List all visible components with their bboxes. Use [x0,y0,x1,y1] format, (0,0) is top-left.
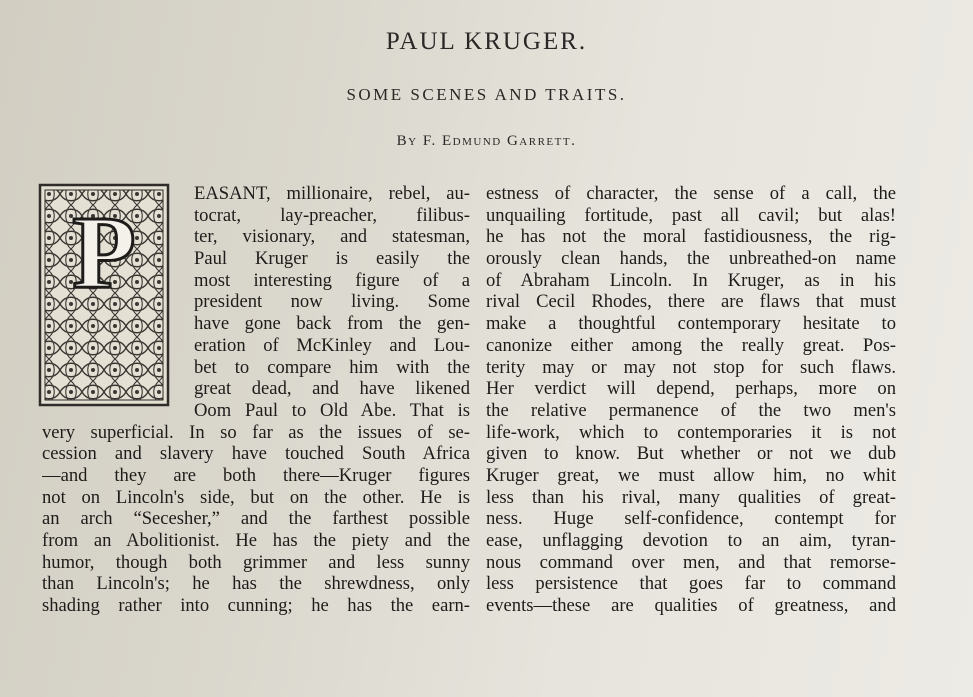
text-line: Paul Kruger is easily the [194,248,470,270]
text-line: than Lincoln's; he has the shrewdness, only [42,573,470,595]
text-line: nous command over men, and that remorse- [486,551,896,573]
text-line: orously clean hands, the unbreathed-on name [486,248,896,270]
article-title: PAUL KRUGER. [385,28,588,55]
text-line: of Abraham Lincoln. In Kruger, as in his [486,269,896,291]
text-line: life-work, which to contemporaries it is not [486,421,896,443]
text-line: president now living. Some [194,291,470,313]
text-line: he has not the moral fastidiousness, the rig- [486,226,896,248]
text-line: —and they are both there—Kruger figures [42,464,470,486]
text-line: very superficial. In so far as the issues of se- [42,421,470,443]
text-line: an arch “Secesher,” and the farthest possible [42,508,470,530]
text-line: given to know. But whether or not we dub [486,443,896,465]
text-line: ter, visionary, and statesman, [194,226,470,248]
text-line: ness. Huge self-confidence, contempt for [486,508,896,530]
text-line: Kruger great, we must allow him, no whit [486,464,896,486]
text-line: Oom Paul to Old Abe. That is [194,399,470,421]
text-line: rival Cecil Rhodes, there are flaws that must [486,291,896,313]
text-line: humor, though both grimmer and less sunny [42,551,470,573]
text-line: less persistence that goes far to command [486,573,896,595]
text-line: events—these are qualities of greatness, and [486,595,896,617]
left-column [42,183,470,617]
text-line: canonize either among the really great. Pos- [486,334,896,356]
text-line: not on Lincoln's side, but on the other. He is [42,486,470,508]
text-line: terity may or may not stop for such flaws. [486,356,896,378]
text-line: most interesting figure of a [194,269,470,291]
article-byline: By F. Edmund Garrett. [396,133,577,149]
text-line: cession and slavery have touched South Africa [42,443,470,465]
text-line: from an Abolitionist. He has the piety and the [42,530,470,551]
drop-cap-letter: P [72,195,136,310]
text-line: shading rather into cunning; he has the earn- [42,595,470,617]
text-line: EASANT, millionaire, rebel, au- [194,183,470,204]
text-line: Her verdict will depend, perhaps, more on [486,378,896,400]
text-line: unquailing fortitude, past all cavil; but alas! [486,204,896,226]
text-line: have gone back from the gen- [194,313,470,335]
text-line: less than his rival, many qualities of great- [486,486,896,508]
text-line: ease, unflagging devotion to an aim, tyran- [486,530,896,551]
text-line: estness of character, the sense of a call, the [486,183,896,204]
text-line: eration of McKinley and Lou- [194,334,470,356]
text-line: great dead, and have likened [194,378,470,400]
text-line: tocrat, lay-preacher, filibus- [194,204,470,226]
text-line: bet to compare him with the [194,356,470,378]
text-line: the relative permanence of the two men's [486,399,896,421]
article-subtitle: SOME SCENES AND TRAITS. [346,85,627,104]
right-column [486,183,896,617]
text-line: make a thoughtful contemporary hesitate to [486,313,896,335]
